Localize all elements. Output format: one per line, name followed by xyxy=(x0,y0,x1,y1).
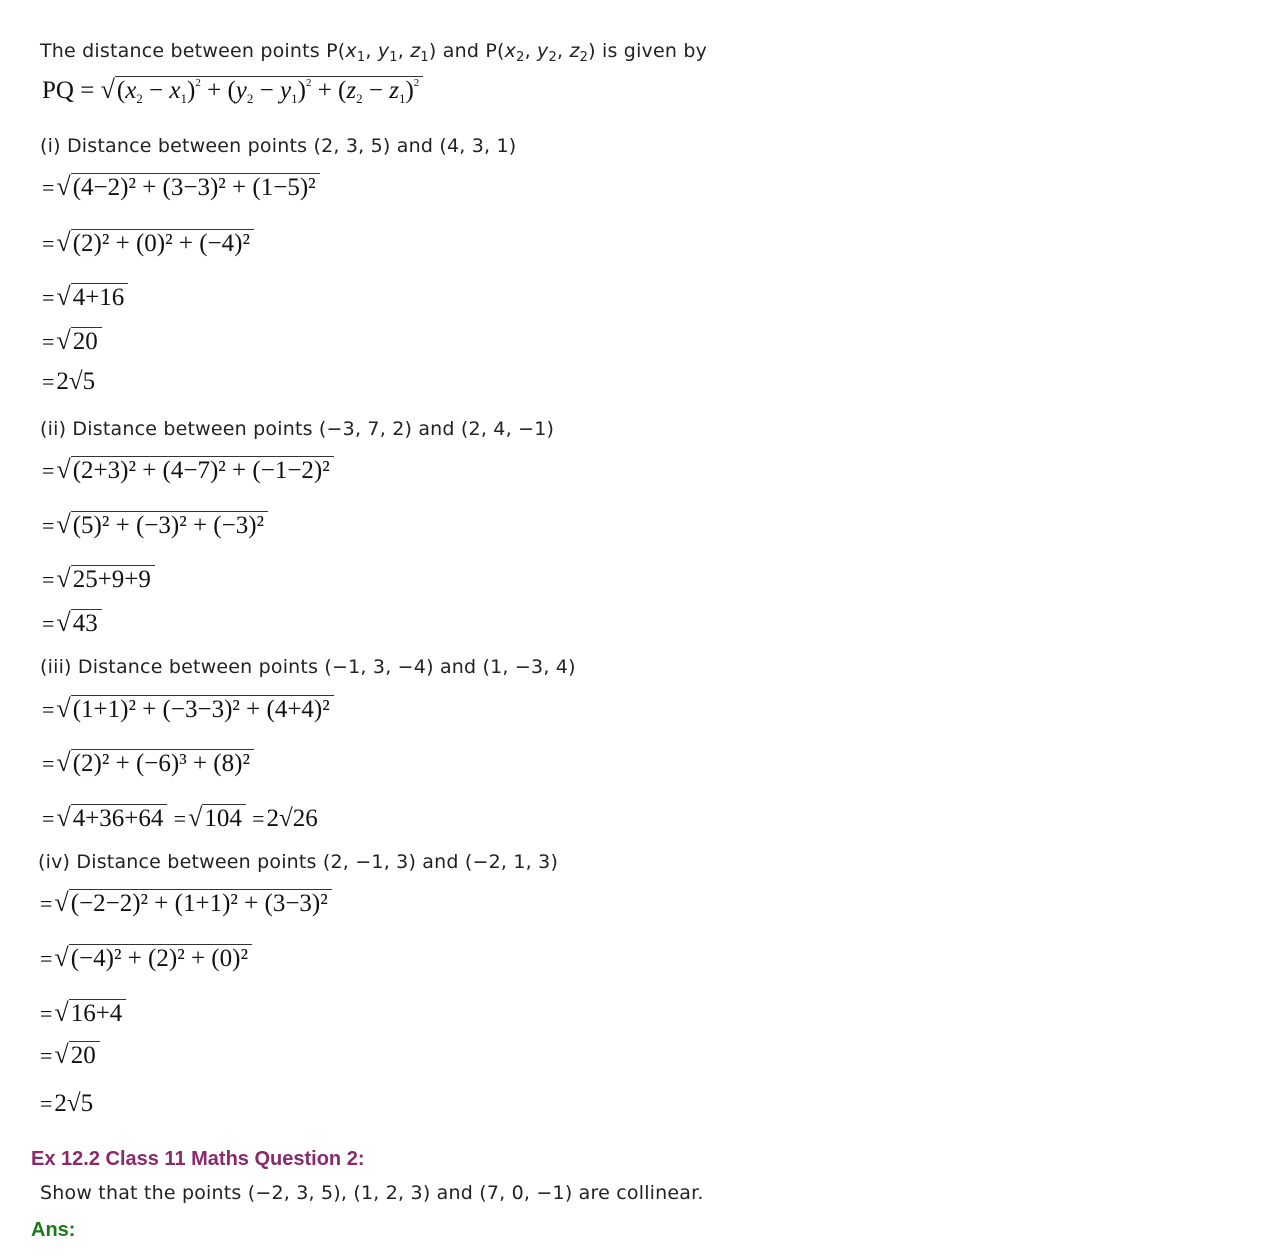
part-i-title: (i) Distance between points (2, 3, 5) and (4, 3, 1) xyxy=(40,135,517,157)
part-iv-result: =2√5 xyxy=(40,1090,94,1117)
part-iii-step-2: =√(2)² + (−6)³ + (8)² xyxy=(42,748,254,778)
distance-formula: PQ = $√(x_2 - x_1)^2 + (y_2 - y_1)^2 + (z_2 - z_1)^2$ xyxy=(42,75,423,107)
part-i-step-3: =√4+16 xyxy=(42,282,128,312)
part-iii-title: (iii) Distance between points (−1, 3, −4) and (1, −3, 4) xyxy=(40,656,576,678)
intro-text: The distance between points $P(x_1$, $y_1$, $z_1$) and $P(x_2$, $y_2$, $z_2$) is given by xyxy=(40,40,708,65)
part-ii-step-2: =√(5)² + (−3)² + (−3)² xyxy=(42,510,268,540)
part-i-step-2: =√(2)² + (0)² + (−4)² xyxy=(42,228,254,258)
answer-heading: Ans: xyxy=(31,1219,76,1241)
part-i-step-1: =√(4−2)² + (3−3)² + (1−5)² xyxy=(42,172,320,202)
part-iv-title: (iv) Distance between points (2, −1, 3) and (−2, 1, 3) xyxy=(38,851,559,873)
part-ii-step-4: =√43 xyxy=(42,608,102,638)
question-text: Show that the points (−2, 3, 5), (1, 2, 3) and (7, 0, −1) are collinear. xyxy=(40,1182,704,1204)
question-heading: Ex 12.2 Class 11 Maths Question 2: xyxy=(31,1148,365,1170)
part-i-result: =2√5 xyxy=(42,368,96,395)
part-iii-step-3: =√4+36+64 =√104 =2√26 xyxy=(42,803,318,832)
part-iv-step-4: =√20 xyxy=(40,1040,100,1070)
part-iv-step-2: =√(−4)² + (2)² + (0)² xyxy=(40,943,252,973)
part-ii-step-1: =√(2+3)² + (4−7)² + (−1−2)² xyxy=(42,455,334,485)
part-ii-step-3: =√25+9+9 xyxy=(42,564,155,594)
part-iv-step-1: =√(−2−2)² + (1+1)² + (3−3)² xyxy=(40,888,332,918)
part-i-step-4: =√20 xyxy=(42,326,102,356)
part-iv-step-3: =√16+4 xyxy=(40,998,126,1028)
part-ii-title: (ii) Distance between points (−3, 7, 2) and (2, 4, −1) xyxy=(40,418,555,440)
part-iii-step-1: =√(1+1)² + (−3−3)² + (4+4)² xyxy=(42,694,334,724)
